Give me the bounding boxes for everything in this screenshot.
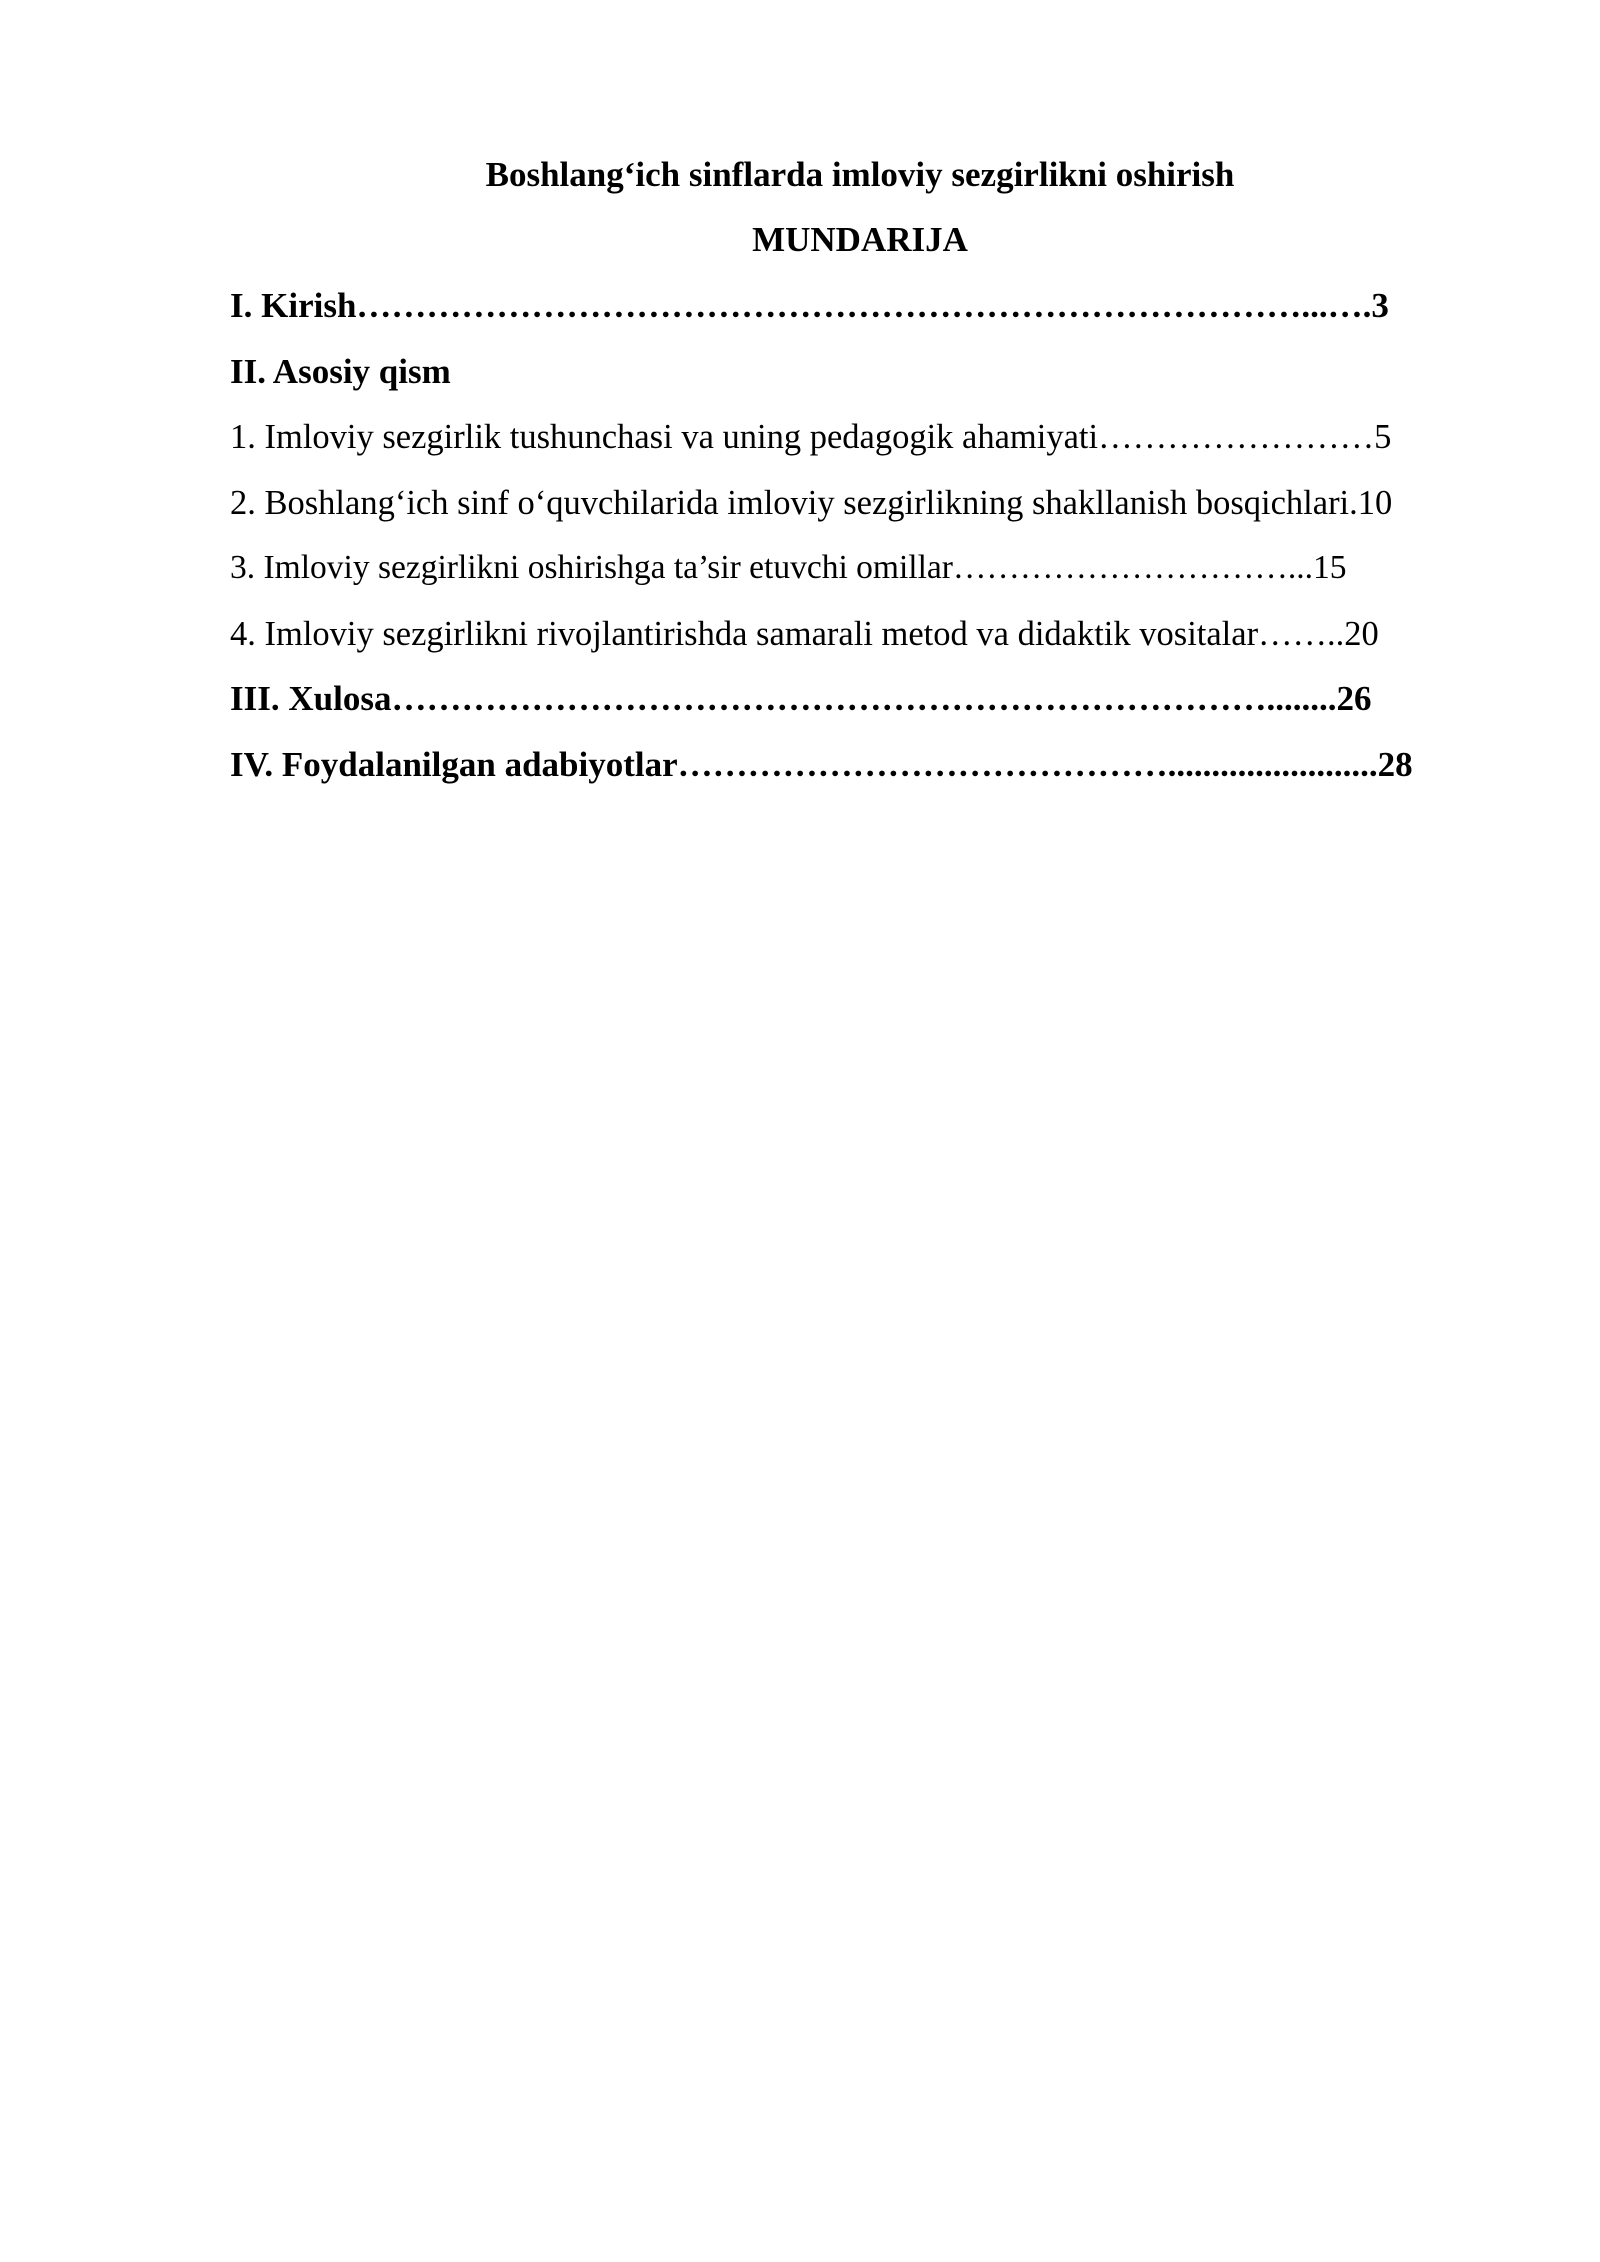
toc-entry-1: 1. Imloviy sezgirlik tushunchasi va uning pedagogik ahamiyati……………………5 xyxy=(230,418,1392,456)
toc-heading: MUNDARIJA xyxy=(752,220,968,259)
toc-entry-xulosa: III. Xulosa…………………………………………………………………........26 xyxy=(230,679,1372,718)
table-of-contents xyxy=(230,280,1495,804)
toc-entry-3: 3. Imloviy sezgirlikni oshirishga ta’sir etuvchi omillar…………………………...15 xyxy=(230,549,1347,586)
document-title: Boshlang‘ich sinflarda imloviy sezgirlikni oshirish xyxy=(485,155,1235,194)
toc-section-asosiy-qism: II. Asosiy qism xyxy=(230,351,451,391)
toc-entry-4: 4. Imloviy sezgirlikni rivojlantirishda samarali metod va didaktik vositalar……..20 xyxy=(230,614,1379,653)
toc-entry-kirish: I. Kirish………………………………………………………………………...….3 xyxy=(230,286,1389,325)
toc-entry-2: 2. Boshlang‘ich sinf o‘quvchilarida imloviy sezgirlikning shakllanish bosqichlari.10 xyxy=(230,483,1393,522)
toc-entry-adabiyotlar: IV. Foydalanilgan adabiyotlar……………………………………........................28 xyxy=(230,744,1413,784)
